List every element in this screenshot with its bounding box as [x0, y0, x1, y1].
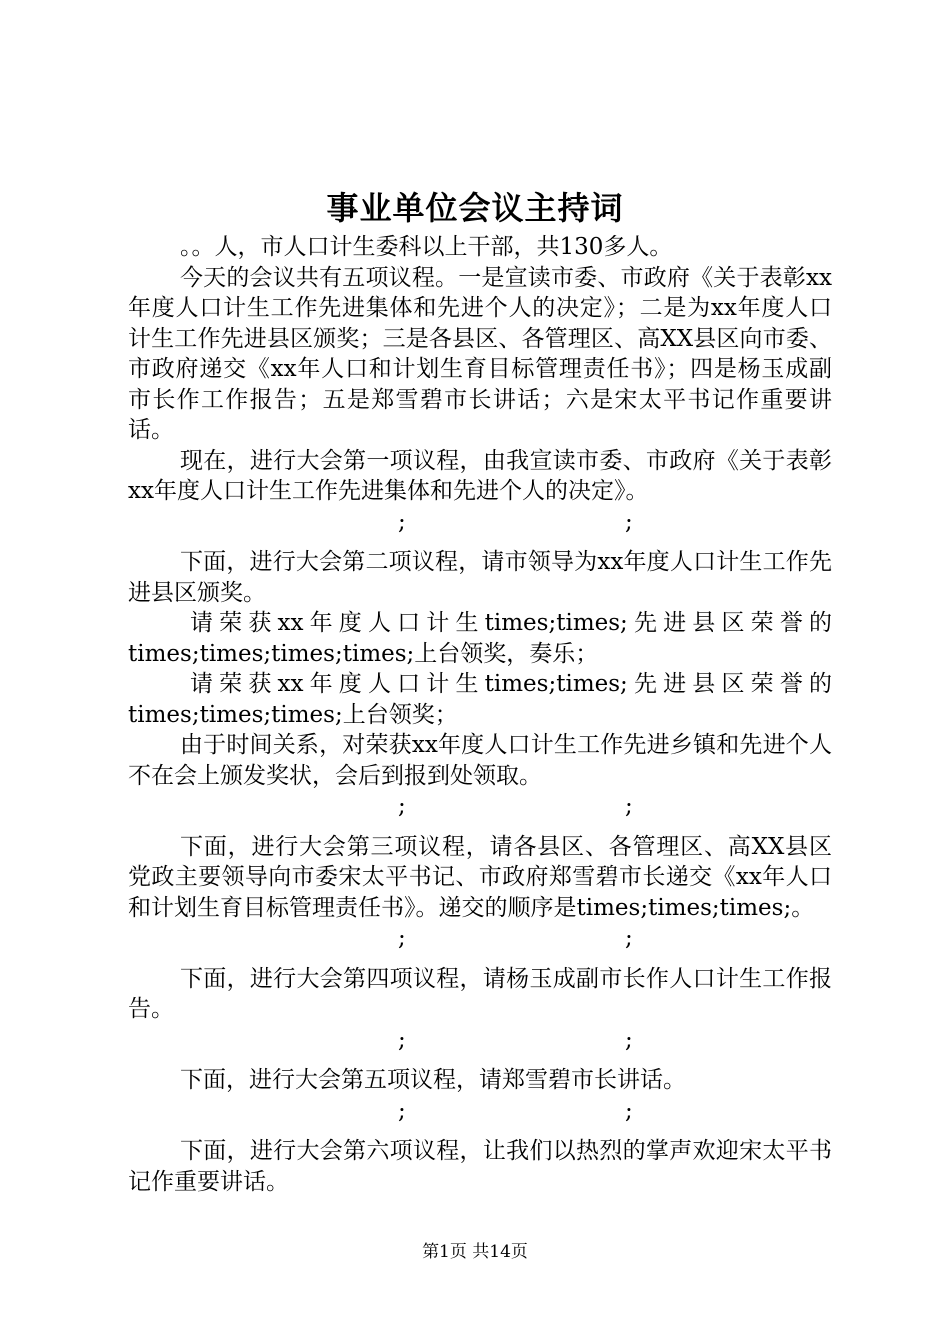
separator-mark: ; [625, 508, 633, 535]
paragraph-agenda-overview: 今天的会议共有五项议程。一是宣读市委、市政府《关于表彰xx年度人口计生工作先进集体和先进个人的决定》；二是为xx年度人口计生工作先进县区颁奖；三是各县区、各管理区、高XX县区向市委、市政府递交《xx年人口和计划生育目标管理责任书》；四是杨玉成副市长作工作报告；五是郑雪碧市长讲话；六是宋太平书记作重要讲话。 [128, 264, 832, 443]
separator-line [128, 1096, 832, 1127]
separator-mark: ; [625, 1026, 633, 1053]
paragraph-agenda-item-5: 下面，进行大会第五项议程，请郑雪碧市长讲话。 [180, 1067, 686, 1093]
paragraph-attendance: 。。人，市人口计生委科以上干部，共130多人。 [180, 234, 673, 260]
paragraph-award-note: 由于时间关系，对荣获xx年度人口计生工作先进乡镇和先进个人不在会上颁发奖状，会后到报到处领取。 [128, 732, 832, 789]
separator-mark: ; [625, 1097, 633, 1124]
separator-mark: ; [398, 793, 406, 819]
page-title: 事业单位会议主持词 [326, 189, 624, 227]
paragraph-award-county: 请荣获xx年度人口计生times;times;先进县区荣誉的times;times;times;times;上台领奖，奏乐； [128, 610, 832, 667]
paragraph-agenda-item-2: 下面，进行大会第二项议程，请市领导为xx年度人口计生工作先进县区颁奖。 [128, 549, 832, 606]
separator-mark: ; [398, 1097, 406, 1124]
separator-mark: ; [625, 793, 633, 819]
separator-mark: ; [398, 1026, 406, 1053]
paragraph-agenda-item-1: 现在，进行大会第一项议程，由我宣读市委、市政府《关于表彰xx年度人口计生工作先进集体和先进个人的决定》。 [128, 447, 832, 504]
paragraph-agenda-item-3: 下面，进行大会第三项议程，请各县区、各管理区、高XX县区党政主要领导向市委宋太平书记、市政府郑雪碧市长递交《xx年人口和计划生育目标管理责任书》。递交的顺序是times;times;times;。 [128, 833, 832, 921]
paragraph-award-county-2: 请荣获xx年度人口计生times;times;先进县区荣誉的times;times;times;上台领奖； [128, 671, 832, 728]
separator-mark: ; [625, 925, 633, 951]
separator-mark: ; [398, 925, 406, 951]
separator-line [128, 923, 832, 954]
paragraph-agenda-item-4: 下面，进行大会第四项议程，请杨玉成副市长作人口计生工作报告。 [128, 965, 832, 1022]
separator-line [128, 791, 832, 822]
separator-mark: ; [398, 508, 406, 535]
paragraph-agenda-item-6: 下面，进行大会第六项议程，让我们以热烈的掌声欢迎宋太平书记作重要讲话。 [128, 1138, 832, 1195]
page-number-footer: 第1页 共14页 [422, 1242, 528, 1262]
separator-line [128, 1025, 832, 1056]
document-body [128, 232, 832, 1197]
separator-line [128, 507, 832, 538]
